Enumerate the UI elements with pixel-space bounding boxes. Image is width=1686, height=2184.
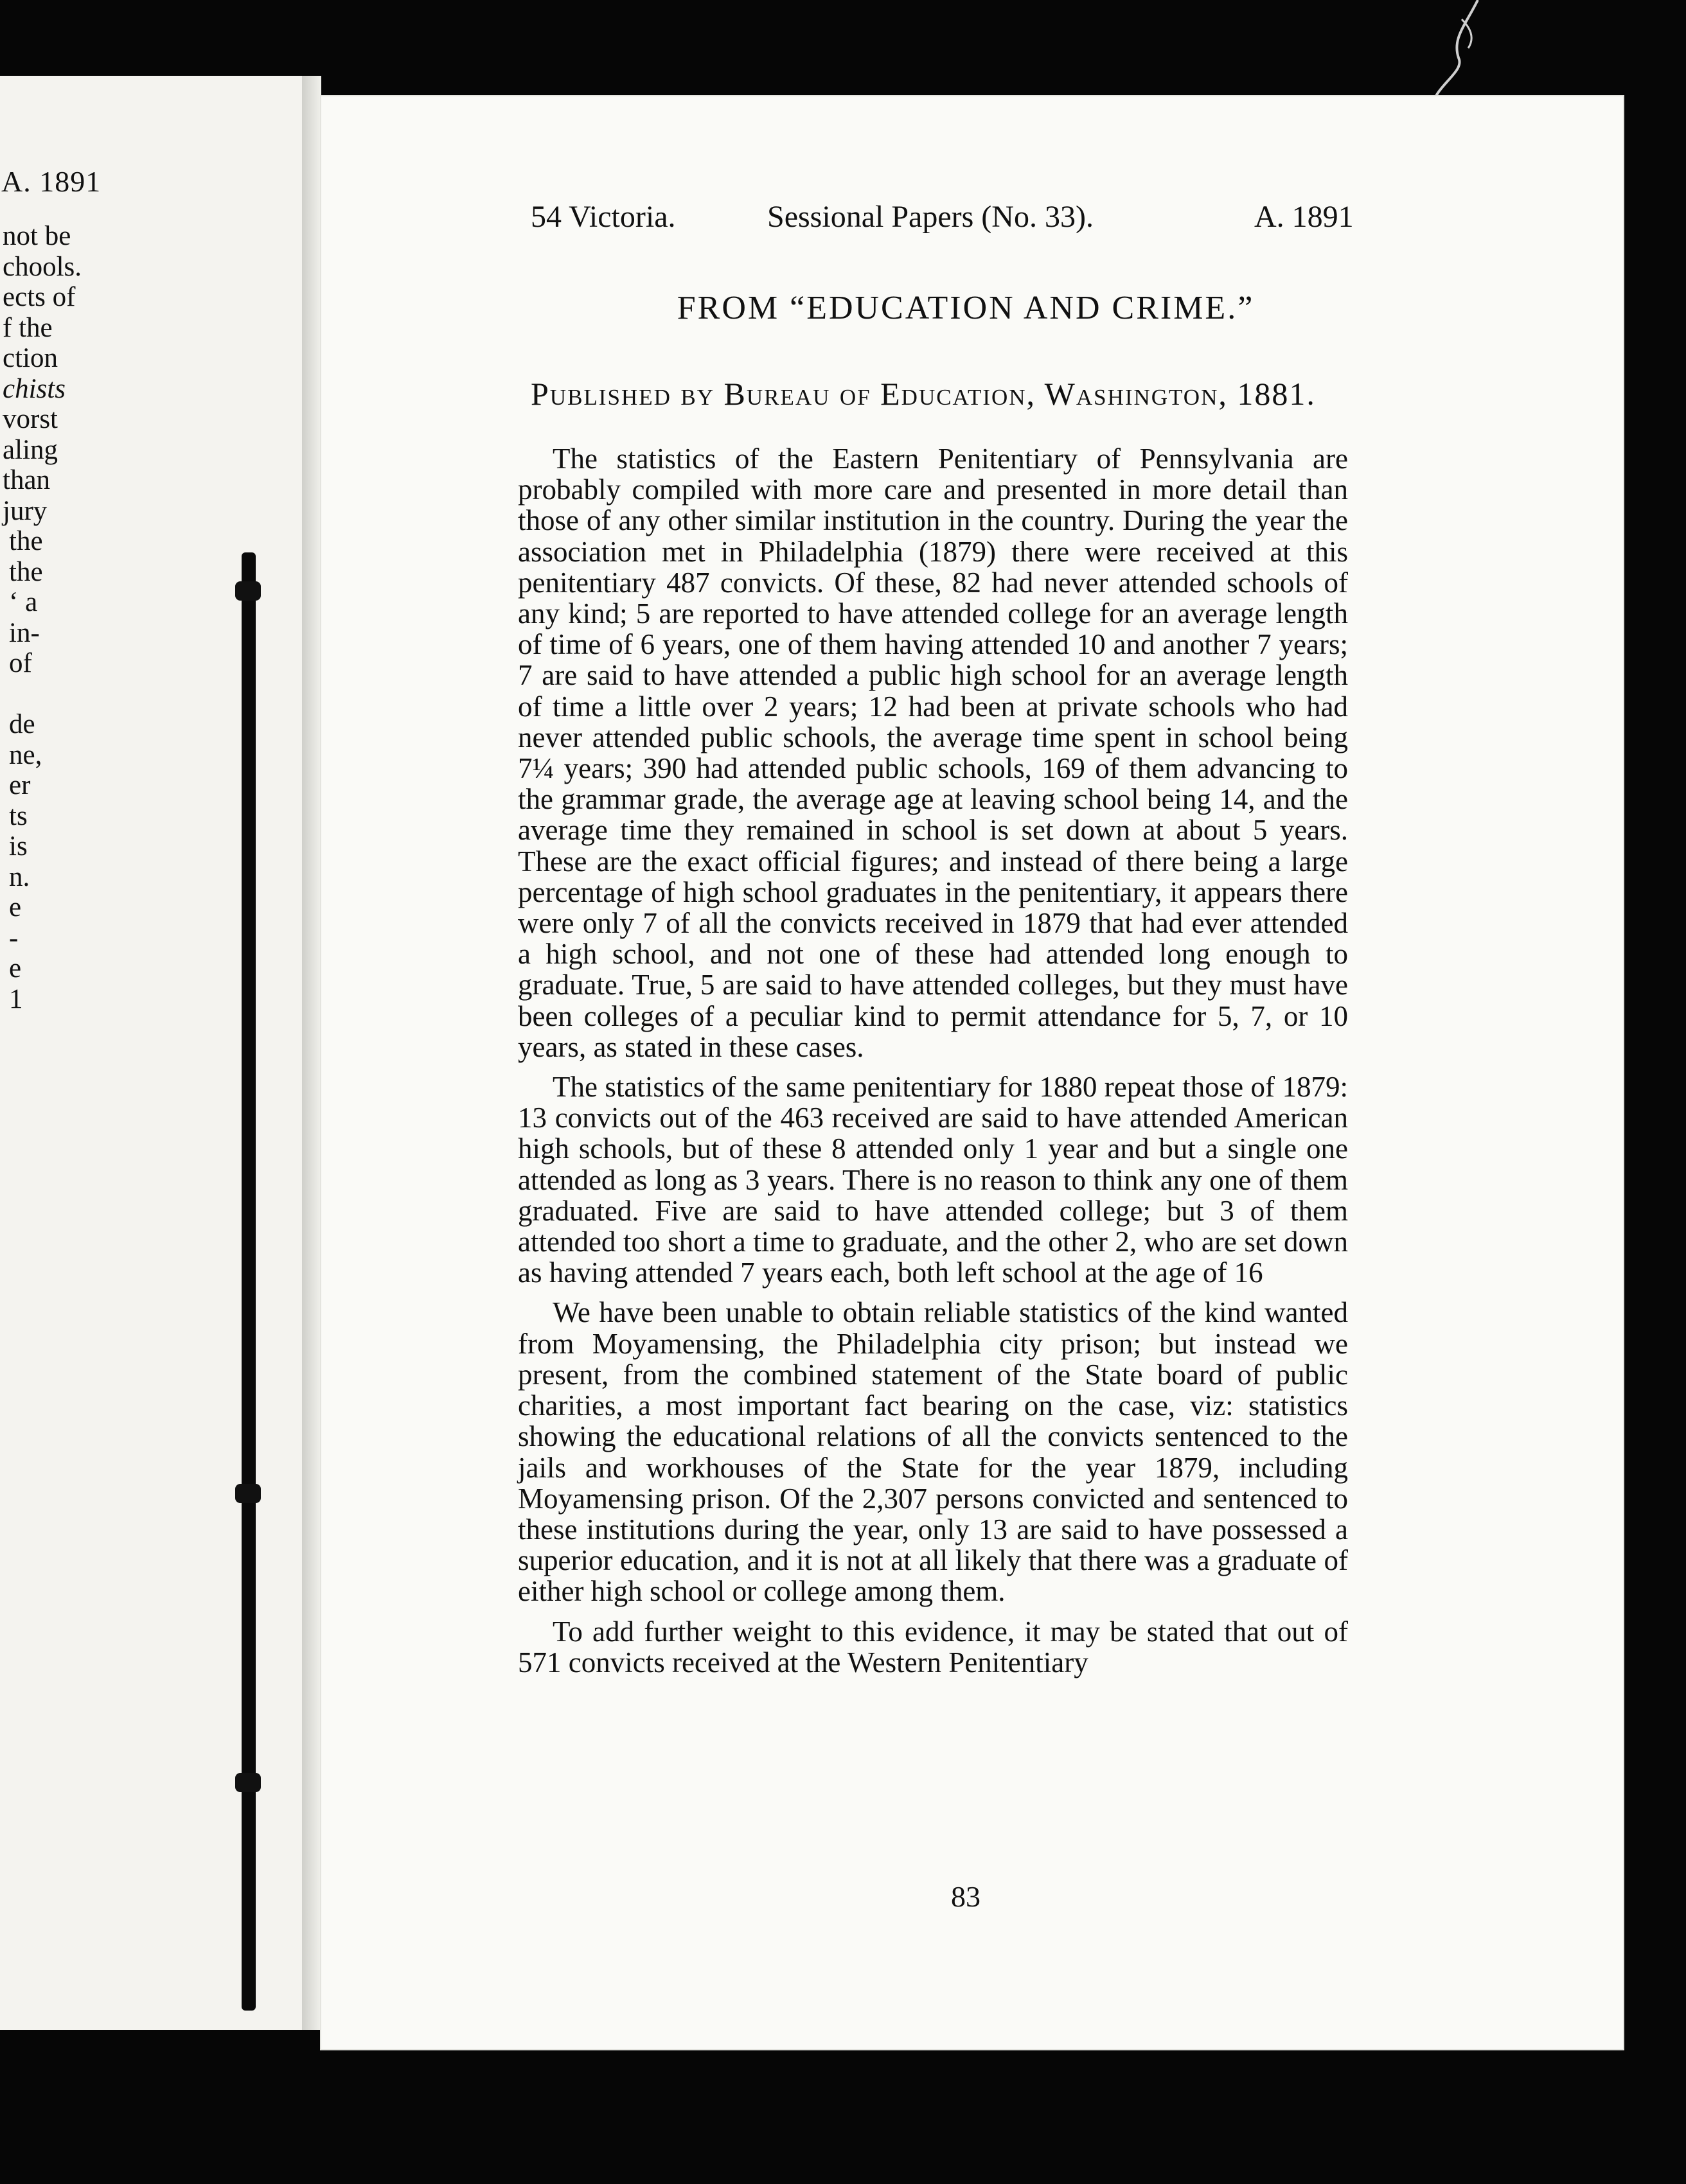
left-line: ction: [3, 343, 58, 373]
page-subtitle: Published by Bureau of Education, Washington, 1881.: [531, 376, 1316, 412]
left-line: than: [3, 465, 51, 495]
left-line: in-: [9, 617, 40, 648]
string-mark: [1414, 0, 1491, 103]
binding-clip: [235, 1773, 261, 1792]
left-line: ts: [9, 800, 28, 831]
paragraph: The statistics of the same penitentiary for 1880 repeat those of 1879: 13 convicts out of the 463 received are said to have attended American high schools, but of these 8 attended only 1 year and but a single one attended as long as 3 years. There is no reason to think any one of them graduated. Five are said to have attended college; but 3 of them attended too short a time to graduate, and the other 2, who are set down as having attended 7 years each, both left school at the age of 16: [518, 1071, 1348, 1289]
left-line: aling: [3, 434, 58, 465]
left-line: 1: [9, 983, 23, 1014]
left-line: chists: [3, 373, 66, 404]
left-page-header: A. 1891: [1, 165, 102, 198]
running-header: [321, 199, 1623, 238]
header-sessional-papers: Sessional Papers (No. 33).: [767, 200, 1094, 234]
page-gutter: [302, 76, 321, 2030]
left-line: er: [9, 770, 31, 800]
header-year: A. 1891: [1254, 200, 1354, 234]
paragraph: To add further weight to this evidence, it may be stated that out of 571 convicts received at the Western Penitentiary: [518, 1615, 1348, 1678]
left-line: de: [9, 709, 35, 739]
left-line: ne,: [9, 739, 42, 770]
binding-clip: [235, 1484, 261, 1503]
left-line: the: [9, 556, 43, 587]
paragraph: The statistics of the Eastern Penitentiary of Pennsylvania are probably compiled with more care and presented in more detail than those of any other similar institution in the country. During the year the association met in Philadelphia (1879) there were received at this penitentiary 487 convicts. Of these, 82 had never attended schools of any kind; 5 are reported to have attended college for an average length of time of 6 years, one of them having attended 10 and another 7 years; 7 are said to have attended a public high school for an average length of time a little over 2 years; 12 had been at private schools who had never attended public schools, the average time spent in school being 7¼ years; 390 had attended public schools, 169 of them advancing to the grammar grade, the average age at leaving school being 14, and the average time they remained in school is set down at about 5 years. These are the exact official figures; and instead of there being a large percentage of high school graduates in the penitentiary, it appears there were only 7 of all the convicts received in 1879 that had ever attended a high school, and not one of these had attended long enough to graduate. True, 5 are said to have attended colleges, but they must have been colleges of a peculiar kind to permit attendance for 5, 7, or 10 years, as stated in these cases.: [518, 443, 1348, 1063]
paragraph: We have been unable to obtain reliable statistics of the kind wanted from Moyamensing, the Philadelphia city prison; but instead we present, from the combined statement of the State board of public charities, a most important fact bearing on the case, viz: statistics showing the educational relations of all the convicts sentenced to the jails and workhouses of the State for the year 1879, including Moyamensing prison. Of the 2,307 persons convicted and sentenced to these institutions during the year, only 13 are said to have possessed a superior education, and it is not at all likely that there was a graduate of either high school or college among them.: [518, 1296, 1348, 1608]
left-line: ects of: [3, 282, 76, 312]
left-line: e: [9, 892, 22, 922]
left-line: not be: [3, 221, 71, 251]
page-number: 83: [951, 1880, 981, 1913]
left-line: ‘ a: [9, 587, 38, 617]
body-text: [518, 443, 1348, 1687]
left-line: f the: [3, 312, 53, 343]
left-line: jury: [3, 495, 48, 526]
header-volume: 54 Victoria.: [531, 200, 676, 234]
left-facing-page: [0, 76, 303, 2030]
left-line: e: [9, 953, 22, 983]
binding-clip: [235, 581, 261, 601]
left-line: is: [9, 831, 28, 861]
left-line: of: [9, 648, 32, 678]
left-page-text-fragments: [3, 221, 82, 1014]
page-title: FROM “EDUCATION AND CRIME.”: [677, 290, 1255, 326]
left-line: [9, 679, 82, 710]
left-line: vorst: [3, 404, 58, 434]
left-line: n.: [9, 861, 30, 892]
left-line: the: [9, 526, 43, 556]
left-line: chools.: [3, 251, 82, 282]
left-line: -: [9, 922, 19, 953]
document-page: [321, 96, 1623, 2049]
